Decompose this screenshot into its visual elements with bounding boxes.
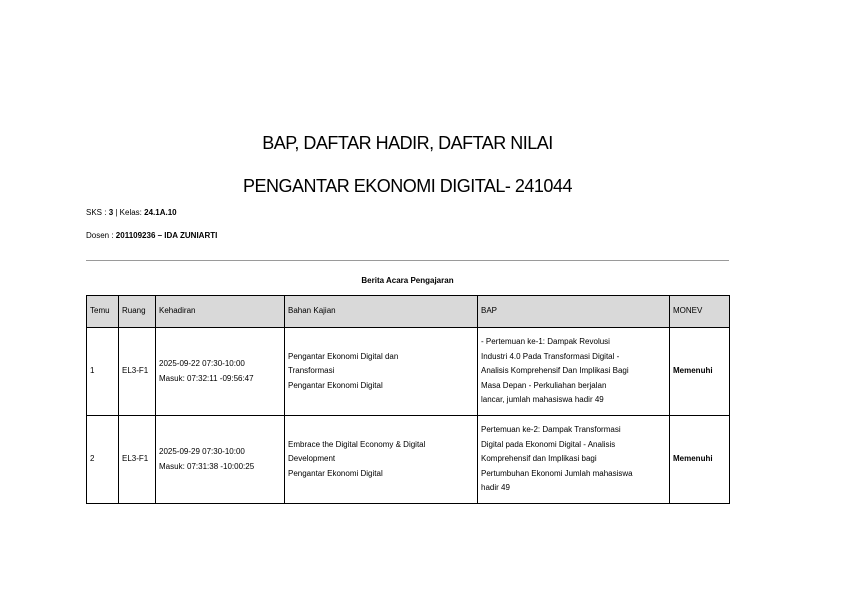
kehadiran-schedule: 2025-09-22 07:30-10:00	[159, 359, 245, 368]
course-title: PENGANTAR EKONOMI DIGITAL- 241044	[243, 176, 572, 196]
dosen-value: 201109236 – IDA ZUNIARTI	[115, 231, 218, 240]
ruang-cell: EL3-F1	[119, 328, 156, 416]
bap-cell	[478, 416, 670, 504]
table-row	[87, 328, 730, 416]
sks-value: 3	[108, 208, 114, 217]
bap-line: lancar, jumlah mahasiswa hadir 49	[481, 395, 604, 405]
bap-line: Komprehensif dan Implikasi bagi	[481, 454, 597, 464]
course-meta	[86, 208, 177, 217]
bap-line: - Pertemuan ke-1: Dampak Revolusi	[481, 337, 610, 347]
bahan-kajian-cell	[285, 416, 478, 504]
kehadiran-schedule: 2025-09-29 07:30-10:00	[159, 447, 245, 456]
kehadiran-checkin: Masuk: 07:31:38 -10:00:25	[159, 461, 255, 471]
header-bahan-kajian: Bahan Kajian	[285, 296, 478, 328]
bahan-kajian-cell	[285, 328, 478, 416]
temu-cell: 1	[87, 328, 119, 416]
bap-cell	[478, 328, 670, 416]
bahan-line: Development	[288, 454, 336, 464]
kehadiran-cell	[156, 416, 285, 504]
bap-line: Masa Depan - Perkuliahan berjalan	[481, 380, 607, 390]
header-kehadiran: Kehadiran	[156, 296, 285, 328]
bahan-line: Pengantar Ekonomi Digital	[288, 468, 383, 478]
monev-cell: Memenuhi	[670, 416, 730, 504]
bap-line: Industri 4.0 Pada Transformasi Digital -	[481, 351, 620, 361]
document-title: BAP, DAFTAR HADIR, DAFTAR NILAI	[262, 133, 553, 153]
bap-line: Analisis Komprehensif Dan Implikasi Bagi	[481, 366, 629, 376]
bahan-line: Pengantar Ekonomi Digital dan	[288, 351, 399, 361]
kelas-label: Kelas:	[119, 208, 145, 217]
lecturer-meta	[86, 231, 217, 240]
bap-line: hadir 49	[481, 483, 510, 493]
dosen-label: Dosen :	[86, 231, 116, 240]
monev-cell: Memenuhi	[670, 328, 730, 416]
section-title: Berita Acara Pengajaran	[361, 276, 454, 285]
header-bap: BAP	[478, 296, 670, 328]
sks-label: SKS :	[86, 208, 109, 217]
table-header-row	[87, 296, 730, 328]
bap-table	[86, 295, 730, 504]
bap-line: Digital pada Ekonomi Digital - Analisis	[481, 439, 616, 449]
bahan-line: Embrace the Digital Economy & Digital	[288, 439, 426, 449]
bap-line: Pertumbuhan Ekonomi Jumlah mahasiswa	[481, 468, 633, 478]
bahan-line: Transformasi	[288, 366, 335, 376]
kehadiran-checkin: Masuk: 07:32:11 -09:56:47	[159, 373, 254, 383]
kelas-value: 24.1A.10	[144, 208, 177, 217]
bap-line: Pertemuan ke-2: Dampak Transformasi	[481, 425, 621, 435]
header-monev: MONEV	[670, 296, 730, 328]
kehadiran-cell	[156, 328, 285, 416]
table-row	[87, 416, 730, 504]
temu-cell: 2	[87, 416, 119, 504]
header-temu: Temu	[87, 296, 119, 328]
bahan-line: Pengantar Ekonomi Digital	[288, 380, 383, 390]
header-ruang: Ruang	[119, 296, 156, 328]
ruang-cell: EL3-F1	[119, 416, 156, 504]
divider	[86, 260, 729, 261]
meta-separator: |	[113, 208, 120, 217]
